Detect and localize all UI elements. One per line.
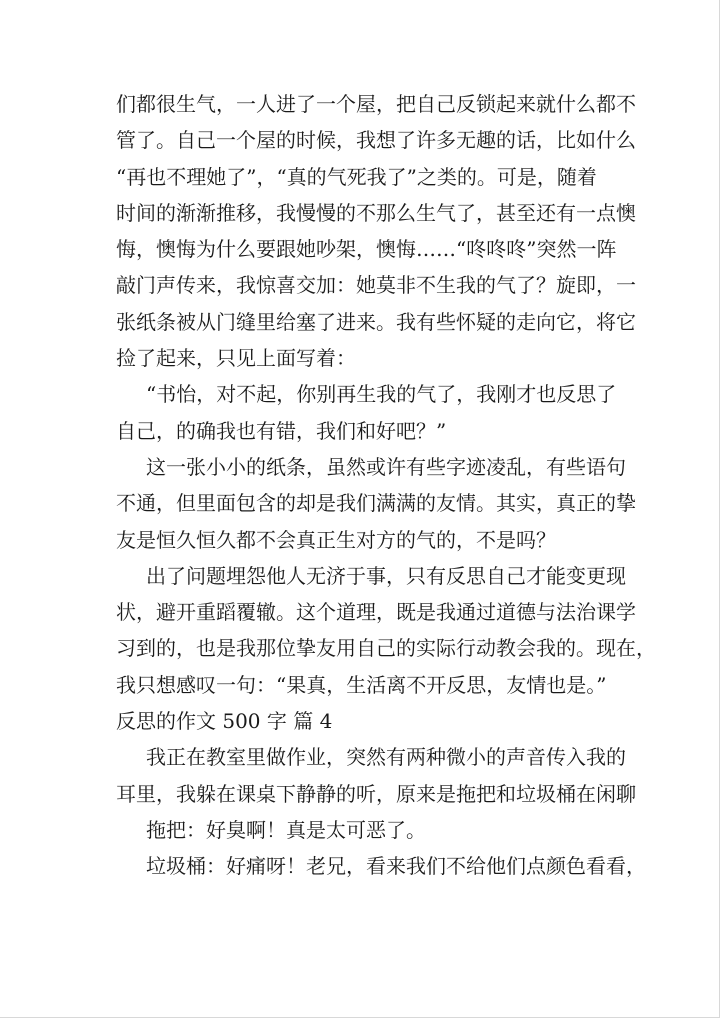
paragraph-start-line: “书怡，对不起，你别再生我的气了，我刚才也反思了 [146,382,617,407]
text-line: 不通，但里面包含的却是我们满满的友情。其实，真正的挚 [116,491,636,516]
dialogue-line: 拖把：好臭啊！真是太可恶了。 [146,817,426,842]
text-line: 状，避开重蹈覆辙。这个道理，既是我通过道德与法治课学 [116,600,636,625]
text-line: 们都很生气，一人进了一个屋，把自己反锁起来就什么都不 [116,92,636,116]
text-line: 管了。自己一个屋的时候，我想了许多无趣的话，比如什么 [116,128,636,153]
text-line: 时间的渐渐推移，我慢慢的不那么生气了，甚至还有一点懊 [116,200,636,225]
text-line: 张纸条被从门缝里给塞了进来。我有些怀疑的走向它，将它 [116,309,636,334]
section-heading: 反思的作文 500 字 篇 4 [116,709,333,734]
text-line: 悔，懊悔为什么要跟她吵架，懊悔……“咚咚咚”突然一阵 [116,237,617,262]
paragraph-start-line: 出了问题埋怨他人无济于事，只有反思自己才能变更现 [146,563,626,588]
text-line: “再也不理她了”，“真的气死我了”之类的。可是，随着 [116,164,597,189]
text-line: 自己，的确我也有错，我们和好吧？” [116,418,447,443]
essay-body [116,86,656,885]
paragraph-start-line: 这一张小小的纸条，虽然或许有些字迹凌乱，有些语句 [146,454,626,479]
text-line: 捡了起来，只见上面写着： [116,346,356,371]
text-line: 敲门声传来，我惊喜交加：她莫非不生我的气了？旋即，一 [116,273,636,298]
dialogue-line: 垃圾桶：好痛呀！老兄，看来我们不给他们点颜色看看， [146,854,646,879]
text-line: 我只想感叹一句：“果真，生活离不开反思，友情也是。” [116,672,607,697]
text-line: 友是恒久恒久都不会真正生对方的气的，不是吗？ [116,527,556,552]
text-line: 耳里，我躲在课桌下静静的听，原来是拖把和垃圾桶在闲聊 [116,781,636,806]
text-line: 习到的，也是我那位挚友用自己的实际行动教会我的。现在， [116,636,656,661]
paragraph-start-line: 我正在教室里做作业，突然有两种微小的声音传入我的 [146,745,626,770]
